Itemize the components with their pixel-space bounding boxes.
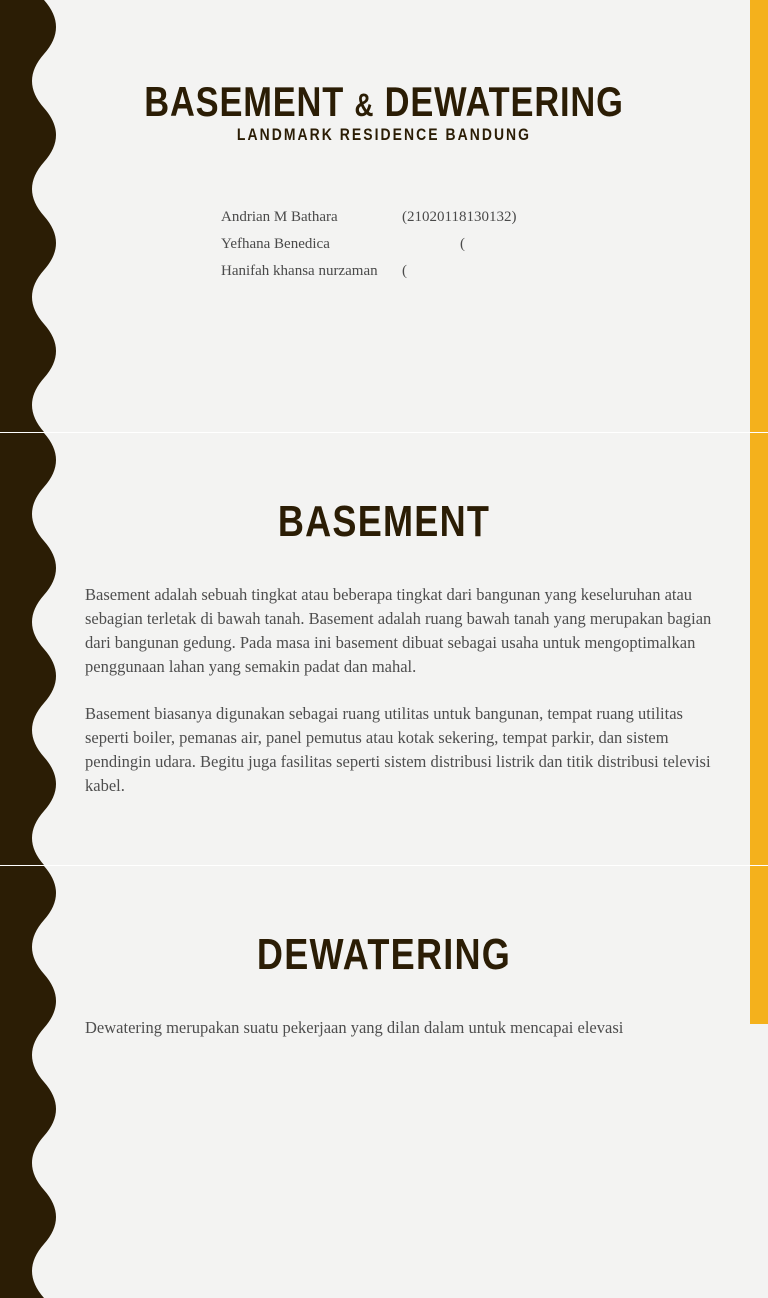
section-heading-basement: BASEMENT [277,497,491,546]
wave-border-decoration [0,866,62,1298]
author-id: ( [402,263,407,279]
gold-accent-bar [750,433,768,865]
author-name: Andrian M Bathara [221,209,338,225]
body-paragraph: Dewatering merupakan suatu pekerjaan yang dilan dalam untuk mencapai elevasi [85,1018,624,1037]
body-paragraph: Basement adalah sebuah tingkat atau beberapa tingkat dari bangunan yang keseluruhan atau sebagian terletak di bawah tanah. Basement adalah ruang bawah tanah yang merupakan bagian dari bangunan gedung. Pada masa ini basement dibuat sebagai usaha untuk mengoptimalkan penggunaan lahan yang semakin padat dan mahal. [85,585,712,676]
slide-dewatering [0,866,768,1037]
slide-basement [0,433,768,865]
author-name: Yefhana Benedica [221,236,330,252]
wave-border-decoration [0,433,62,865]
body-paragraph: Basement biasanya digunakan sebagai ruang utilitas untuk bangunan, tempat ruang utilitas seperti boiler, pemanas air, panel pemutus atau kotak sekering, tempat parkir, dan sistem pendingin udara. Begitu juga fasilitas seperti sistem distribusi listrik dan titik distribusi televisi kabel. [85,704,711,795]
slide-cover [0,0,768,432]
author-id: ( [460,236,465,252]
section-heading-dewatering: DEWATERING [256,930,512,979]
author-name: Hanifah khansa nurzaman [221,263,378,279]
presentation-title: BASEMENT & DEWATERING [144,78,624,125]
gold-accent-bar [750,866,768,1024]
author-id: (21020118130132) [402,209,517,225]
wave-border-decoration [0,0,62,432]
presentation-subtitle: LANDMARK RESIDENCE BANDUNG [236,125,532,144]
gold-accent-bar [750,0,768,432]
